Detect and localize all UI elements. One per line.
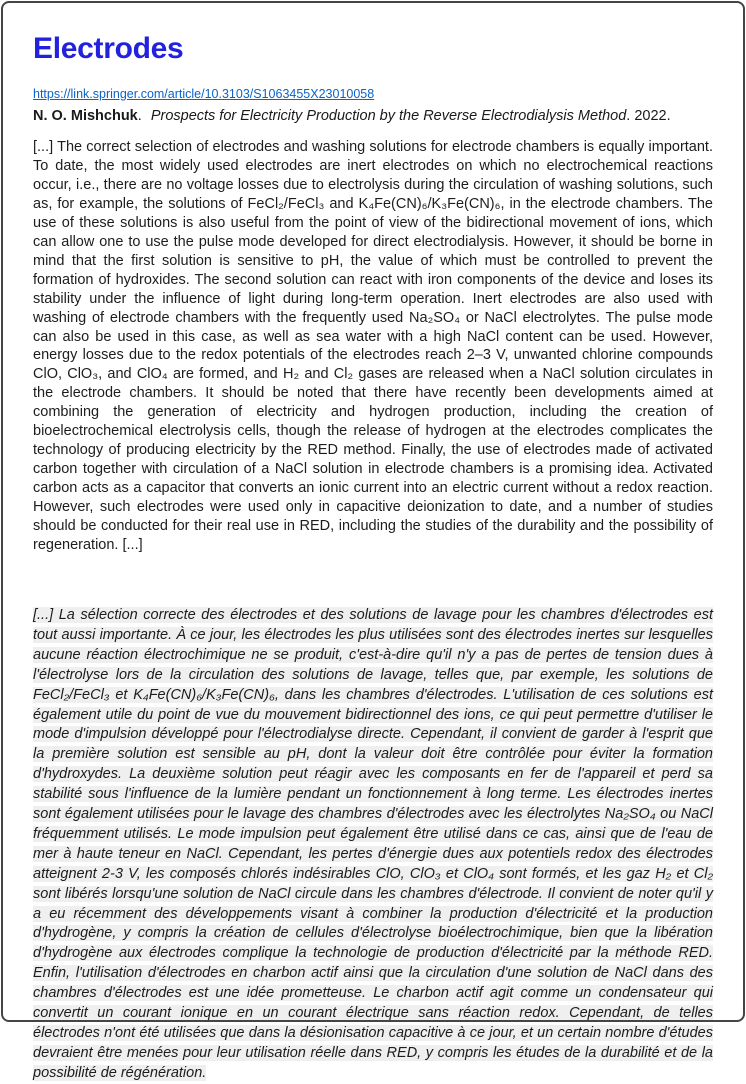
citation-author: N. O. Mishchuk [33,108,138,124]
citation-work-title: Prospects for Electricity Production by the Reverse Electrodialysis Method [150,108,627,124]
page-title: Electrodes [33,32,184,65]
english-excerpt-paragraph: [...] The correct selection of electrodes and washing solutions for electrode chambers is equally important. To date, the most widely used electrodes are inert electrodes on which no electrochemical reactions occur, i.e., there are no voltage losses due to electrolysis during the circulation of washing solutions, such as, for example, the solutions of FeCl₂/FeCl₃ and K₄Fe(CN)₆/K₃Fe(CN)₆, in the electrode chambers. The use of these solutions is also useful from the point of view of the bidirectional movement of ions, which can allow one to use the pulse mode developed for direct electrodialysis. However, it should be borne in mind that the first solution is sensitive to pH, the value of which must be controlled to prevent the formation of hydroxides. The second solution can react with iron components of the device and loses its stability under the influence of light during long-term operation. Inert electrodes are also used with washing of electrode chambers with the frequently used Na₂SO₄ or NaCl electrolytes. The pulse mode can also be used in this case, as well as sea water with a high NaCl content can be used. However, energy losses due to the redox potentials of the electrodes reach 2–3 V, unwanted chlorine compounds ClO, ClO₃, and ClO₄ are formed, and H₂ and Cl₂ gases are released when a NaCl solution circulates in the electrode chambers. It should be noted that there have recently been developments aimed at combining the generation of electricity and hydrogen production, including the creation of bioelectrochemical electrolysis cells, though the release of hydrogen at the electrodes complicates the technology of producing electricity by the RED method. Finally, the use of electrodes made of activated carbon together with circulation of a NaCl solution in electrode chambers is a promising idea. Activated carbon acts as a capacitor that converts an ionic current into an electric current without a redox reaction. However, such electrodes were used only in capacitive deionization to date, and a number of studies should be conducted for their real use in RED, including the studies of the durability and the possibility of regeneration. [...] [33,139,713,554]
french-excerpt-text: [...] La sélection correcte des électrodes et des solutions de lavage pour les chambres d'électrodes est tout aussi importante. À ce jour, les électrodes les plus utilisées sont des électrodes inertes sur lesquelles aucune réaction électrochimique ne se produit, c'est-à-dire qu'il n'y a pas de pertes de tension dues à l'électrolyse lors de la circulation des solutions de lavage, telles que, par exemple, les solutions de FeCl₂/FeCl₃ et K₄Fe(CN)₆/K₃Fe(CN)₆, dans les chambres d'électrodes. L'utilisation de ces solutions est également utile du point de vue du mouvement bidirectionnel des ions, ce qui peut permettre d'utiliser le mode d'impulsion développé pour l'électrodialyse directe. Cependant, il convient de garder à l'esprit que la première solution est sensible au pH, dont la valeur doit être contrôlée pour éviter la formation d'hydroxydes. La deuxième solution peut réagir avec les composants en fer de l'appareil et perd sa stabilité sous l'influence de la lumière pendant un fonctionnement à long terme. Les électrodes inertes sont également utilisées pour le lavage des chambres d'électrodes avec les électrolytes Na₂SO₄ ou NaCl fréquemment utilisés. Le mode impulsion peut également être utilisé dans ce cas, ainsi que de l'eau de mer à haute teneur en NaCl. Cependant, les pertes d'énergie dues aux potentiels redox des électrodes atteignent 2-3 V, les composés chlorés indésirables ClO, ClO₃ et ClO₄ sont formés, et les gaz H₂ et Cl₂ sont libérés lorsqu'une solution de NaCl circule dans les chambres d'électrode. Il convient de noter qu'il y a eu récemment des développements visant à combiner la production d'électricité et la production d'hydrogène, y compris la création de cellules d'électrolyse bioélectrochimique, bien que la libération d'hydrogène aux électrodes complique la technologie de production d'électricité par la méthode RED. Enfin, l'utilisation d'électrodes en charbon actif ainsi que la circulation d'une solution de NaCl dans des chambres d'électrodes est une idée prometteuse. Le charbon actif agit comme un condensateur qui convertit un courant ionique en un courant électrique sans réaction redox. Cependant, de telles électrodes n'ont été utilisées que dans la désionisation capacitive à ce jour, et un certain nombre d'études devraient être menées pour leur utilisation réelle dans RED, y compris les études de la durabilité et de la possibilité de régénération. [33,606,713,1081]
french-excerpt-paragraph [33,606,713,1084]
citation-line [33,107,713,125]
citation-separator: . [137,108,146,124]
article-link[interactable]: https://link.springer.com/article/10.3103/S1063455X23010058 [33,87,375,101]
citation-year: . 2022. [626,108,671,124]
